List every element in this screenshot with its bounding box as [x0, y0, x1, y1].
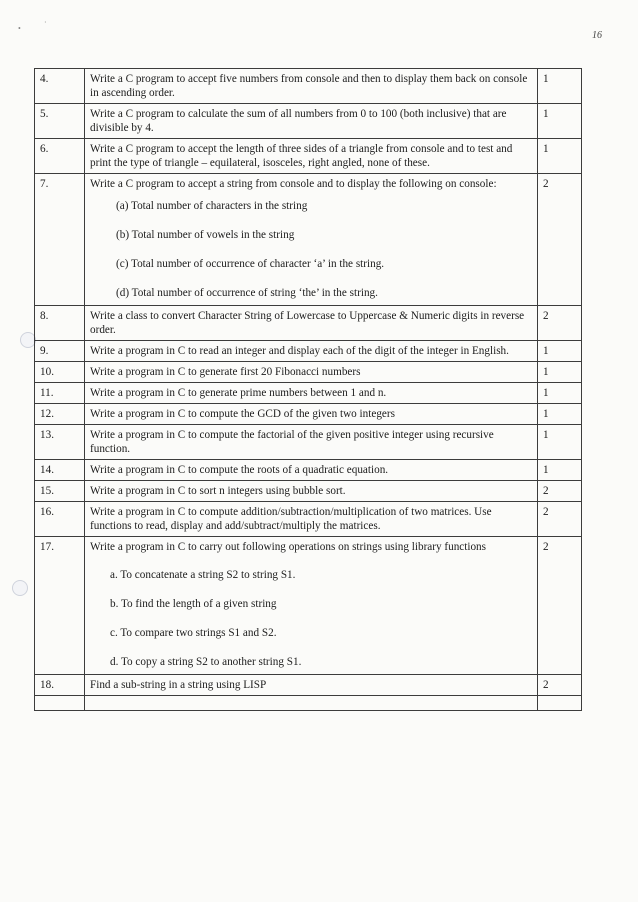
row-number: 5.	[35, 104, 85, 139]
task-description: Find a sub-string in a string using LISP	[85, 675, 538, 696]
credit-value: 1	[538, 104, 582, 139]
task-description: Write a program in C to read an integer and display each of the digit of the integer in English.	[85, 341, 538, 362]
sub-item: c. To compare two strings S1 and S2.	[110, 627, 277, 639]
credit-value: 2	[538, 502, 582, 537]
sub-item: (c) Total number of occurrence of character ‘a’ in the string.	[116, 258, 385, 270]
credit-value: 1	[538, 341, 582, 362]
row-number: 17.	[35, 537, 85, 675]
row-number: 8.	[35, 306, 85, 341]
row-number: 11.	[35, 383, 85, 404]
table-row	[35, 460, 582, 481]
task-description: Write a program in C to carry out following operations on strings using library functions	[90, 541, 487, 553]
task-description: Write a program in C to compute the GCD of the given two integers	[85, 404, 538, 425]
credit-value: 2	[538, 174, 582, 306]
table-row	[35, 383, 582, 404]
credit-value: 2	[538, 537, 582, 675]
credit-value: 1	[538, 139, 582, 174]
table-row	[35, 502, 582, 537]
task-description: Write a program in C to sort n integers using bubble sort.	[85, 481, 538, 502]
sub-item: b. To find the length of a given string	[110, 598, 277, 610]
table-row	[35, 404, 582, 425]
task-description: Write a program in C to compute the roots of a quadratic equation.	[85, 460, 538, 481]
credit-value: 1	[538, 69, 582, 104]
task-description: Write a program in C to compute addition/subtraction/multiplication of two matrices. Use functions to read, display and add/subtract/multiply the matrices.	[85, 502, 538, 537]
empty-cell	[85, 696, 538, 711]
empty-row	[35, 696, 582, 711]
table-row	[35, 104, 582, 139]
credit-value: 1	[538, 383, 582, 404]
task-cell	[85, 174, 538, 306]
task-description: Write a C program to accept a string from console and to display the following on console:	[90, 178, 497, 190]
sub-item: d. To copy a string S2 to another string S1.	[110, 656, 302, 668]
table-row	[35, 139, 582, 174]
row-number: 9.	[35, 341, 85, 362]
sub-item-list	[116, 199, 533, 300]
lab-exercise-table	[34, 68, 582, 711]
credit-value: 1	[538, 404, 582, 425]
table-row	[35, 537, 582, 675]
page-number: 16	[592, 30, 602, 41]
task-description: Write a program in C to generate first 20 Fibonacci numbers	[85, 362, 538, 383]
credit-value: 1	[538, 425, 582, 460]
scan-speck: ·	[44, 18, 47, 27]
table-row	[35, 362, 582, 383]
table-row	[35, 174, 582, 306]
table-row	[35, 341, 582, 362]
credit-value: 2	[538, 675, 582, 696]
task-description: Write a C program to accept five numbers from console and then to display them back on console in ascending order.	[85, 69, 538, 104]
table-row	[35, 425, 582, 460]
sub-item: a. To concatenate a string S2 to string S1.	[110, 569, 296, 581]
row-number: 10.	[35, 362, 85, 383]
task-cell	[85, 537, 538, 675]
task-description: Write a program in C to generate prime numbers between 1 and n.	[85, 383, 538, 404]
row-number: 12.	[35, 404, 85, 425]
credit-value: 2	[538, 306, 582, 341]
row-number: 7.	[35, 174, 85, 306]
punch-hole-mark	[12, 580, 28, 596]
table-row	[35, 675, 582, 696]
table-row	[35, 481, 582, 502]
empty-cell	[35, 696, 85, 711]
task-description: Write a C program to calculate the sum of all numbers from 0 to 100 (both inclusive) that are divisible by 4.	[85, 104, 538, 139]
sub-item-list	[110, 568, 533, 669]
empty-cell	[538, 696, 582, 711]
credit-value: 1	[538, 362, 582, 383]
scan-speck: •	[18, 24, 21, 33]
credit-value: 2	[538, 481, 582, 502]
row-number: 16.	[35, 502, 85, 537]
row-number: 14.	[35, 460, 85, 481]
credit-value: 1	[538, 460, 582, 481]
sub-item: (d) Total number of occurrence of string ‘the’ in the string.	[116, 287, 378, 299]
sub-item: (b) Total number of vowels in the string	[116, 229, 295, 241]
row-number: 15.	[35, 481, 85, 502]
task-description: Write a class to convert Character String of Lowercase to Uppercase & Numeric digits in reverse order.	[85, 306, 538, 341]
row-number: 6.	[35, 139, 85, 174]
table-row	[35, 306, 582, 341]
task-description: Write a C program to accept the length of three sides of a triangle from console and to test and print the type of triangle – equilateral, isosceles, right angled, none of these.	[85, 139, 538, 174]
row-number: 13.	[35, 425, 85, 460]
table-row	[35, 69, 582, 104]
row-number: 4.	[35, 69, 85, 104]
sub-item: (a) Total number of characters in the string	[116, 200, 308, 212]
row-number: 18.	[35, 675, 85, 696]
task-description: Write a program in C to compute the factorial of the given positive integer using recursive function.	[85, 425, 538, 460]
